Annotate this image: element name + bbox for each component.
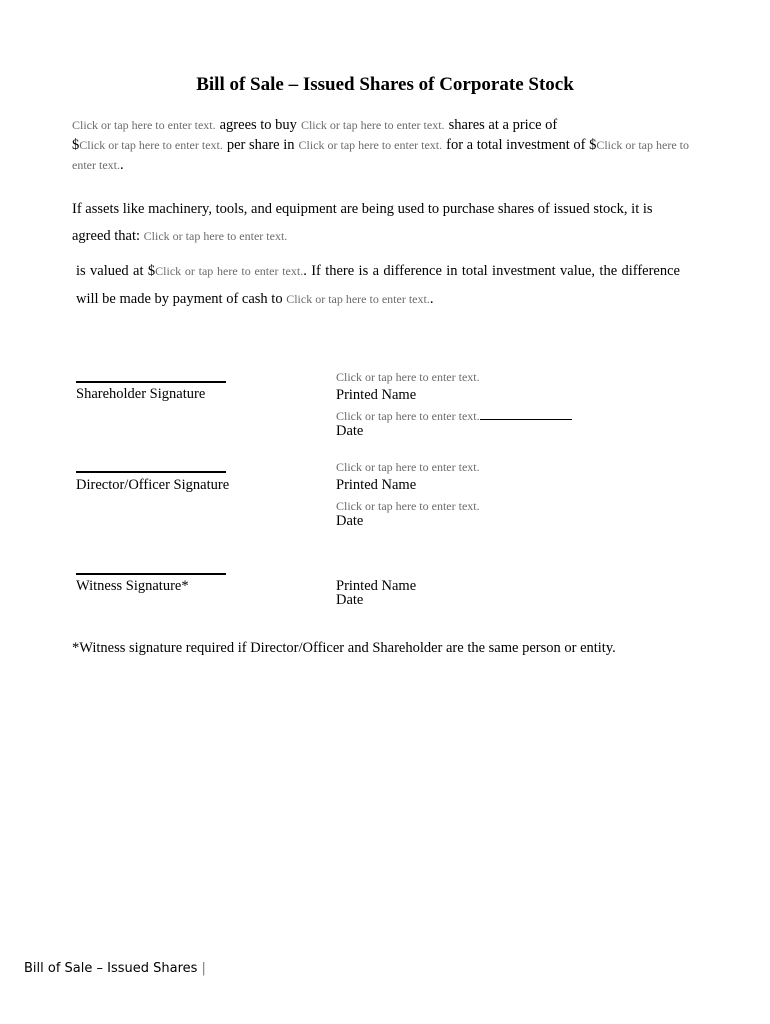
witness-signature-label: Witness Signature*: [76, 578, 189, 594]
shareholder-signature-line[interactable]: [76, 381, 226, 383]
valuation-paragraph: [76, 257, 680, 313]
buyer-name-field[interactable]: Click or tap here to enter text.: [72, 118, 216, 132]
period: .: [429, 291, 434, 307]
witness-signature-line[interactable]: [76, 573, 226, 575]
footer-separator: |: [201, 961, 206, 976]
director-signature-line[interactable]: [76, 471, 226, 473]
per-share-in-text: per share in: [226, 137, 295, 153]
shareholder-printed-name-field[interactable]: Click or tap here to enter text.: [336, 370, 480, 384]
witness-footnote: *Witness signature required if Director/Officer and Shareholder are the same person or entity.: [72, 640, 616, 656]
date-underline: [480, 418, 572, 420]
shareholder-details: [336, 370, 572, 439]
difference-text: . If there is a difference in total investment value, the difference will be made by payment of cash to: [76, 263, 680, 307]
page-footer: [24, 961, 206, 976]
date-label: Date: [336, 423, 364, 439]
director-date-field[interactable]: Click or tap here to enter text.: [336, 499, 480, 513]
shares-at-price-text: shares at a price of: [448, 117, 558, 133]
agrees-to-buy-text: agrees to buy: [219, 117, 297, 133]
shareholder-date-field[interactable]: Click or tap here to enter text.: [336, 409, 480, 423]
shareholder-signature-label: Shareholder Signature: [76, 386, 206, 402]
total-investment-text: for a total investment of $: [446, 137, 597, 153]
date-label: Date: [336, 592, 364, 608]
document-title: Bill of Sale – Issued Shares of Corporate Stock: [196, 74, 574, 95]
period: .: [119, 157, 124, 173]
assets-text: If assets like machinery, tools, and equipment are being used to purchase shares of issued stock, it is agreed that:: [72, 201, 653, 244]
share-count-field[interactable]: Click or tap here to enter text.: [300, 118, 445, 132]
printed-name-label: Printed Name: [336, 387, 417, 403]
cash-recipient-field[interactable]: Click or tap here to enter text.: [286, 292, 430, 306]
asset-value-field[interactable]: Click or tap here to enter text.: [155, 264, 304, 278]
assets-description-field[interactable]: Click or tap here to enter text.: [143, 229, 288, 243]
footer-text: Bill of Sale – Issued Shares: [24, 961, 198, 976]
price-per-share-field[interactable]: Click or tap here to enter text.: [79, 138, 223, 152]
company-name-field[interactable]: Click or tap here to enter text.: [298, 138, 443, 152]
director-printed-name-field[interactable]: Click or tap here to enter text.: [336, 460, 480, 474]
date-label: Date: [336, 513, 364, 529]
assets-paragraph: [72, 196, 682, 250]
total-investment-field[interactable]: Click or tap here to enter text.: [72, 138, 689, 172]
dollar-sign: $: [72, 137, 80, 153]
director-details: [336, 460, 480, 529]
witness-details: [336, 578, 416, 608]
valued-at-text: is valued at $: [76, 263, 156, 279]
director-signature-label: Director/Officer Signature: [76, 477, 230, 493]
purchase-terms-paragraph: [72, 115, 712, 175]
printed-name-label: Printed Name: [336, 578, 417, 594]
printed-name-label: Printed Name: [336, 477, 417, 493]
